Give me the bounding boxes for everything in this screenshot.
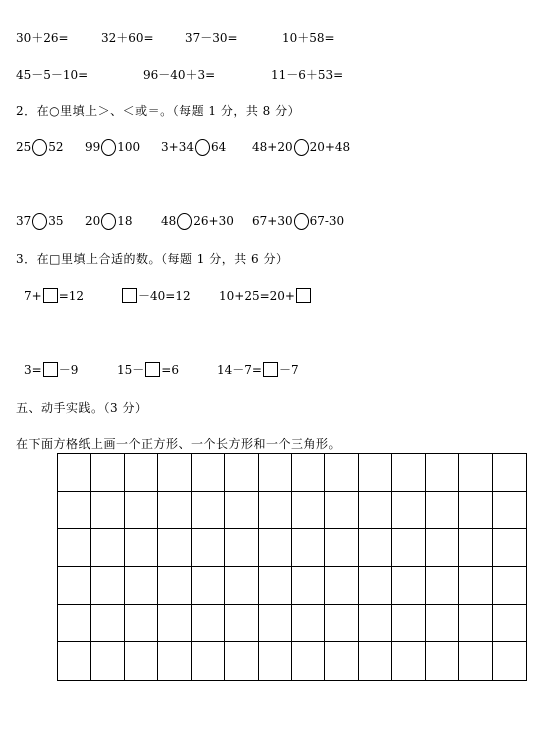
answer-circle[interactable] (294, 139, 309, 156)
compare-item (85, 139, 140, 156)
grid-cell[interactable] (325, 529, 358, 567)
compare-item (85, 213, 133, 230)
answer-circle[interactable] (195, 139, 210, 156)
grid-cell[interactable] (459, 454, 492, 492)
grid-cell[interactable] (192, 529, 225, 567)
fill-before: 14－7= (217, 363, 262, 377)
grid-cell[interactable] (493, 492, 526, 530)
grid-cell[interactable] (359, 642, 392, 680)
grid-cell[interactable] (58, 529, 91, 567)
compare-right: 52 (48, 140, 64, 154)
answer-box[interactable] (263, 362, 278, 377)
compare-right: 100 (117, 140, 141, 154)
fill-item (24, 362, 78, 377)
fill-after: －9 (58, 363, 79, 377)
grid-cell[interactable] (292, 642, 325, 680)
grid-cell[interactable] (325, 605, 358, 643)
expr-1-1: 30＋26= (16, 31, 69, 45)
fill-after: =6 (161, 363, 179, 377)
compare-item (252, 213, 344, 230)
expr-1-4: 10＋58= (282, 31, 335, 45)
grid-cell[interactable] (392, 642, 425, 680)
fill-item (217, 362, 299, 377)
answer-box[interactable] (122, 288, 137, 303)
expr-1-2: 32＋60= (101, 31, 154, 45)
grid-cell[interactable] (259, 454, 292, 492)
q3-heading: 3．在□里填上合适的数。（每题 1 分，共 6 分） (16, 252, 289, 266)
grid-cell[interactable] (392, 492, 425, 530)
compare-right: 35 (48, 214, 64, 228)
grid-cell[interactable] (426, 492, 459, 530)
grid-cell[interactable] (192, 605, 225, 643)
grid-cell[interactable] (359, 605, 392, 643)
grid-cell[interactable] (359, 567, 392, 605)
grid-cell[interactable] (259, 492, 292, 530)
grid-cell[interactable] (158, 492, 191, 530)
grid-cell[interactable] (259, 605, 292, 643)
grid-cell[interactable] (459, 605, 492, 643)
grid-cell[interactable] (325, 492, 358, 530)
grid-cell[interactable] (91, 454, 124, 492)
grid-cell[interactable] (392, 529, 425, 567)
answer-circle[interactable] (294, 213, 309, 230)
grid-cell[interactable] (259, 567, 292, 605)
grid-cell[interactable] (125, 642, 158, 680)
grid-cell[interactable] (426, 605, 459, 643)
answer-circle[interactable] (32, 213, 47, 230)
fill-before: 3= (24, 363, 42, 377)
grid-cell[interactable] (493, 529, 526, 567)
answer-box[interactable] (43, 362, 58, 377)
compare-right: 67-30 (309, 214, 345, 228)
expr-2-1: 45－5－10= (16, 68, 89, 82)
grid-cell[interactable] (359, 454, 392, 492)
grid-cell[interactable] (58, 642, 91, 680)
compare-right: 26+30 (193, 214, 234, 228)
grid-cell[interactable] (392, 567, 425, 605)
compare-right: 64 (210, 140, 227, 154)
fill-item (117, 362, 179, 377)
grid-cell[interactable] (125, 492, 158, 530)
grid-cell[interactable] (225, 567, 258, 605)
grid-cell[interactable] (392, 454, 425, 492)
compare-left: 25 (16, 140, 32, 154)
answer-circle[interactable] (32, 139, 47, 156)
grid-cell[interactable] (259, 642, 292, 680)
grid-cell[interactable] (91, 642, 124, 680)
grid-paper[interactable] (57, 453, 527, 681)
grid-cell[interactable] (426, 529, 459, 567)
section5-instruction: 在下面方格纸上画一个正方形、一个长方形和一个三角形。 (16, 437, 342, 451)
grid-cell[interactable] (459, 492, 492, 530)
grid-cell[interactable] (493, 642, 526, 680)
grid-cell[interactable] (259, 529, 292, 567)
q2-heading: 2．在○里填上＞、＜或＝。（每题 1 分，共 8 分） (16, 104, 301, 118)
compare-left: 99 (85, 140, 101, 154)
grid-cell[interactable] (125, 454, 158, 492)
compare-item (16, 139, 64, 156)
grid-cell[interactable] (359, 492, 392, 530)
compare-right: 20+48 (309, 140, 351, 154)
grid-cell[interactable] (58, 454, 91, 492)
grid-cell[interactable] (225, 492, 258, 530)
grid-cell[interactable] (392, 605, 425, 643)
grid-cell[interactable] (292, 605, 325, 643)
grid-cell[interactable] (426, 567, 459, 605)
compare-item (161, 213, 234, 230)
grid-cell[interactable] (426, 454, 459, 492)
grid-cell[interactable] (225, 642, 258, 680)
grid-cell[interactable] (426, 642, 459, 680)
grid-cell[interactable] (192, 454, 225, 492)
grid-cell[interactable] (459, 567, 492, 605)
grid-cell[interactable] (91, 605, 124, 643)
answer-circle[interactable] (177, 213, 192, 230)
grid-cell[interactable] (225, 529, 258, 567)
grid-cell[interactable] (292, 454, 325, 492)
grid-cell[interactable] (292, 492, 325, 530)
grid-cell[interactable] (459, 529, 492, 567)
grid-cell[interactable] (91, 529, 124, 567)
compare-item (16, 213, 64, 230)
fill-item (219, 288, 312, 303)
answer-box[interactable] (296, 288, 311, 303)
grid-cell[interactable] (459, 642, 492, 680)
grid-cell[interactable] (493, 454, 526, 492)
grid-cell[interactable] (91, 492, 124, 530)
grid-cell[interactable] (125, 567, 158, 605)
grid-cell[interactable] (292, 567, 325, 605)
grid-cell[interactable] (125, 529, 158, 567)
fill-before: 7+ (24, 289, 42, 303)
expr-2-2: 96－40＋3= (143, 68, 216, 82)
grid-cell[interactable] (225, 454, 258, 492)
grid-cell[interactable] (58, 567, 91, 605)
fill-item (24, 288, 84, 303)
grid-cell[interactable] (493, 605, 526, 643)
compare-right: 18 (117, 214, 133, 228)
answer-circle[interactable] (101, 139, 116, 156)
compare-left: 37 (16, 214, 32, 228)
grid-cell[interactable] (158, 454, 191, 492)
grid-cell[interactable] (325, 567, 358, 605)
fill-after: －7 (278, 363, 299, 377)
grid-cell[interactable] (125, 605, 158, 643)
grid-cell[interactable] (325, 642, 358, 680)
fill-before: 15－ (117, 363, 145, 377)
compare-left: 48+20 (252, 140, 293, 154)
grid-cell[interactable] (58, 492, 91, 530)
grid-cell[interactable] (158, 605, 191, 643)
answer-box[interactable] (145, 362, 160, 377)
grid-cell[interactable] (225, 605, 258, 643)
fill-item (121, 288, 191, 303)
expr-2-3: 11－6＋53= (271, 68, 344, 82)
grid-cell[interactable] (192, 567, 225, 605)
grid-cell[interactable] (91, 567, 124, 605)
answer-circle[interactable] (101, 213, 116, 230)
compare-left: 20 (85, 214, 101, 228)
section5-heading: 五、动手实践。（3 分） (16, 401, 148, 415)
compare-left: 67+30 (252, 214, 293, 228)
fill-after: －40=12 (138, 289, 191, 303)
fill-before: 10+25=20+ (219, 289, 295, 303)
grid-cell[interactable] (192, 492, 225, 530)
grid-cell[interactable] (493, 567, 526, 605)
grid-cell[interactable] (292, 529, 325, 567)
grid-cell[interactable] (58, 605, 91, 643)
grid-cell[interactable] (359, 529, 392, 567)
grid-cell[interactable] (158, 567, 191, 605)
grid-cell[interactable] (325, 454, 358, 492)
compare-item (161, 139, 226, 156)
grid-cell[interactable] (158, 529, 191, 567)
expr-1-3: 37－30= (185, 31, 238, 45)
answer-box[interactable] (43, 288, 58, 303)
fill-after: =12 (58, 289, 85, 303)
compare-item (252, 139, 350, 156)
compare-left: 3+34 (161, 140, 194, 154)
grid-cell[interactable] (158, 642, 191, 680)
compare-left: 48 (161, 214, 177, 228)
grid-cell[interactable] (192, 642, 225, 680)
